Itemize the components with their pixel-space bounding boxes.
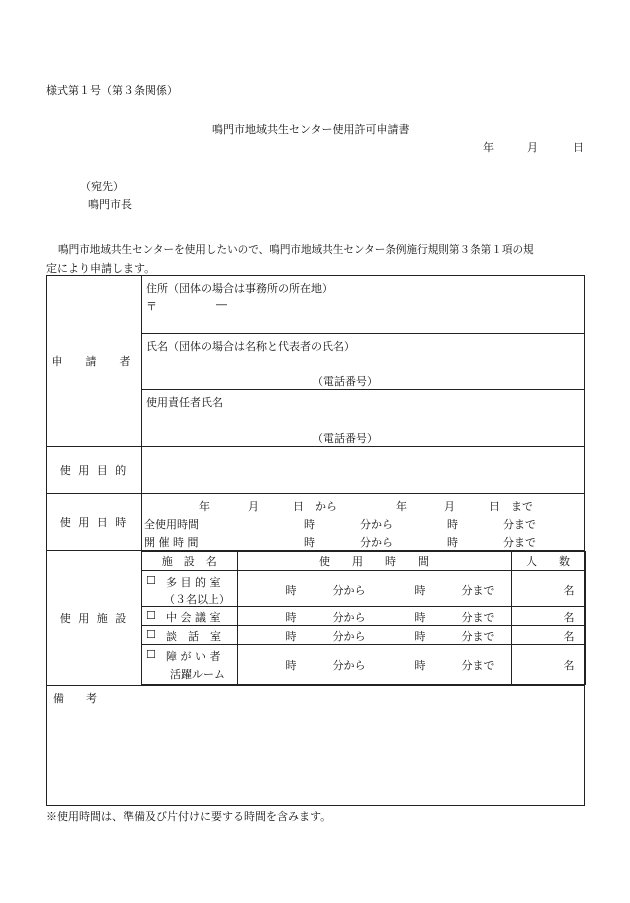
facilities-label: 使 用 施 設 <box>47 551 142 686</box>
min-from: 分から <box>332 630 366 643</box>
col-usage-time: 使 用 時 間 <box>237 552 511 571</box>
hour-from: 時 <box>285 630 297 643</box>
col-headcount: 人 数 <box>511 552 585 571</box>
facility-count-4[interactable] <box>511 645 585 685</box>
facility-time-3[interactable] <box>237 626 511 645</box>
schedule-field[interactable] <box>142 494 585 551</box>
facility-name: 障 が い 者 <box>166 650 221 663</box>
min-to: 分まで <box>461 584 495 597</box>
facilities-field <box>142 551 585 686</box>
footnote: ※使用時間は、準備及び片付けに要する時間を含みます。 <box>46 810 332 823</box>
sched-day-to: 日 まで <box>489 500 533 513</box>
col-facility-name: 施 設 名 <box>142 552 237 571</box>
facility-time-4[interactable] <box>237 645 511 685</box>
hour-from: 時 <box>285 659 297 672</box>
min-from: 分から <box>332 659 366 672</box>
person-unit: 名 <box>563 584 575 597</box>
min-to: 分まで <box>461 611 495 624</box>
total-hour-to: 時 <box>447 518 458 531</box>
name-label: 氏名（団体の場合は名称と代表者の氏名） <box>146 340 355 353</box>
hour-to: 時 <box>414 630 426 643</box>
application-form-table <box>46 275 585 806</box>
hour-to: 時 <box>414 659 426 672</box>
event-hour-from: 時 <box>304 536 315 549</box>
intro-line-2: 定により申請します。 <box>46 262 156 275</box>
intro-line-1: 鳴門市地域共生センターを使用したいので、鳴門市地域共生センター条例施行規則第３条第１項の規 <box>58 244 534 256</box>
facility-row-3[interactable] <box>142 626 237 645</box>
event-min-to: 分まで <box>503 536 536 549</box>
hour-from: 時 <box>285 584 297 597</box>
checkbox-icon[interactable]: ☐ <box>146 628 156 641</box>
facility-note: 活躍ルーム <box>170 668 225 681</box>
remarks-label: 備 考 <box>53 692 97 705</box>
min-from: 分から <box>332 611 366 624</box>
date-year: 年 <box>483 141 494 154</box>
hour-to: 時 <box>414 611 426 624</box>
hour-to: 時 <box>414 584 426 597</box>
person-unit: 名 <box>563 659 575 672</box>
event-hour-to: 時 <box>447 536 458 549</box>
checkbox-icon[interactable]: ☐ <box>146 609 156 622</box>
sched-month-1: 月 <box>248 500 259 513</box>
total-min-from: 分から <box>360 518 393 531</box>
event-min-from: 分から <box>360 536 393 549</box>
name-field[interactable] <box>142 334 585 390</box>
form-number: 様式第１号（第３条関係） <box>46 84 178 97</box>
facility-count-3[interactable] <box>511 626 585 645</box>
phone-label-1: （電話番号） <box>312 375 378 388</box>
applicant-label: 申 請 者 <box>47 276 142 447</box>
total-hour-from: 時 <box>304 518 315 531</box>
postal-mark: 〒 <box>146 300 157 313</box>
total-time-label: 全使用時間 <box>144 518 199 531</box>
facility-time-1[interactable] <box>237 571 511 607</box>
sched-year-2: 年 <box>396 500 407 513</box>
remarks-field[interactable] <box>47 686 585 806</box>
facility-count-1[interactable] <box>511 571 585 607</box>
facility-name: 中 会 議 室 <box>166 611 221 624</box>
addressee-label: （宛先） <box>80 180 124 193</box>
purpose-label: 使 用 目 的 <box>47 447 142 494</box>
facility-name: 談 話 室 <box>166 630 221 643</box>
facility-note: （３名以上） <box>164 593 230 606</box>
total-min-to: 分まで <box>503 518 536 531</box>
hour-from: 時 <box>285 611 297 624</box>
facility-count-2[interactable] <box>511 607 585 626</box>
facility-row-1[interactable] <box>142 571 237 607</box>
facility-row-4[interactable] <box>142 645 237 685</box>
manager-label: 使用責任者氏名 <box>146 396 223 409</box>
addressee: 鳴門市長 <box>88 198 132 211</box>
purpose-field[interactable] <box>142 447 585 494</box>
manager-field[interactable] <box>142 390 585 447</box>
phone-label-2: （電話番号） <box>312 432 378 445</box>
sched-year-1: 年 <box>199 500 210 513</box>
min-from: 分から <box>332 584 366 597</box>
address-label: 住所（団体の場合は事務所の所在地） <box>146 282 333 295</box>
person-unit: 名 <box>563 630 575 643</box>
event-time-label: 開 催 時 間 <box>144 536 199 549</box>
date-day: 日 <box>573 141 584 154</box>
facilities-table <box>142 551 586 685</box>
checkbox-icon[interactable]: ☐ <box>146 574 156 587</box>
facility-name: 多 目 的 室 <box>166 576 221 589</box>
schedule-label: 使 用 日 時 <box>47 494 142 551</box>
postal-dash: ― <box>216 298 227 311</box>
sched-day-from: 日 から <box>293 500 337 513</box>
sched-month-2: 月 <box>444 500 455 513</box>
address-field[interactable] <box>142 276 585 334</box>
min-to: 分まで <box>461 630 495 643</box>
form-title: 鳴門市地域共生センター使用許可申請書 <box>212 123 410 136</box>
checkbox-icon[interactable]: ☐ <box>146 648 156 661</box>
facility-time-2[interactable] <box>237 607 511 626</box>
person-unit: 名 <box>563 611 575 624</box>
min-to: 分まで <box>461 659 495 672</box>
facility-row-2[interactable] <box>142 607 237 626</box>
date-month: 月 <box>527 141 538 154</box>
